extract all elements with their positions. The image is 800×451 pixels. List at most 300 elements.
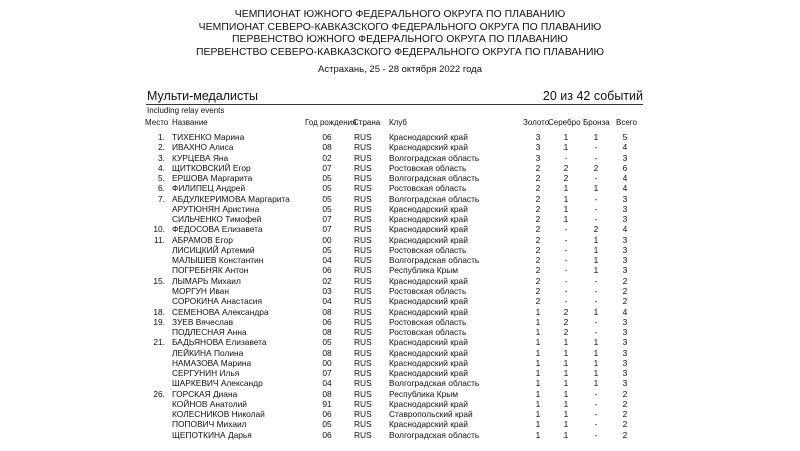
- table-row: [0, 224, 800, 234]
- cell-place: 19.: [153, 316, 165, 327]
- cell-bronze: 1: [593, 265, 599, 276]
- col-name: Название: [172, 118, 208, 127]
- cell-silver: 1: [563, 368, 569, 379]
- cell-place: 6.: [158, 183, 165, 194]
- cell-year: 05: [322, 203, 332, 214]
- cell-place: 26.: [153, 388, 165, 399]
- cell-silver: -: [564, 285, 568, 296]
- cell-name: ЩЕПОТКИНА Дарья: [172, 429, 252, 440]
- cell-gold: 1: [535, 316, 541, 327]
- table-row: [0, 183, 800, 193]
- cell-bronze: -: [594, 214, 598, 225]
- cell-total: 4: [622, 173, 628, 184]
- cell-year: 08: [322, 388, 332, 399]
- table-row: [0, 173, 800, 183]
- cell-place: 11.: [153, 234, 165, 245]
- cell-silver: -: [564, 296, 568, 307]
- cell-year: 04: [322, 296, 332, 307]
- table-row: [0, 307, 800, 317]
- cell-club: Волгоградская область: [389, 173, 480, 184]
- cell-gold: 2: [535, 193, 541, 204]
- cell-club: Волгоградская область: [389, 429, 480, 440]
- col-silver: Серебро: [548, 118, 581, 127]
- cell-total: 2: [622, 419, 628, 430]
- cell-bronze: 1: [593, 234, 599, 245]
- cell-club: Республика Крым: [389, 265, 459, 276]
- cell-club: Краснодарский край: [389, 337, 468, 348]
- cell-country: RUS: [354, 388, 372, 399]
- cell-silver: 1: [563, 214, 569, 225]
- cell-silver: -: [564, 224, 568, 235]
- cell-silver: 1: [563, 193, 569, 204]
- cell-bronze: -: [594, 203, 598, 214]
- cell-year: 05: [322, 193, 332, 204]
- cell-club: Краснодарский край: [389, 398, 468, 409]
- cell-country: RUS: [354, 173, 372, 184]
- cell-name: БАДЬЯНОВА Елизавета: [172, 337, 267, 348]
- cell-country: RUS: [354, 255, 372, 266]
- table-row: [0, 317, 800, 327]
- cell-total: 2: [622, 429, 628, 440]
- cell-total: 2: [622, 275, 628, 286]
- cell-country: RUS: [354, 327, 372, 338]
- cell-name: ЗУЕВ Вячеслав: [172, 316, 234, 327]
- cell-name: ИВАХНО Алиса: [172, 142, 234, 153]
- table-row: [0, 419, 800, 429]
- cell-name: ТИХЕНКО Марина: [172, 132, 245, 142]
- cell-total: 5: [622, 132, 628, 142]
- cell-club: Республика Крым: [389, 388, 459, 399]
- cell-place: 2.: [158, 142, 165, 153]
- cell-country: RUS: [354, 265, 372, 276]
- cell-silver: 1: [563, 132, 569, 142]
- relay-note: Including relay events: [147, 106, 225, 115]
- cell-year: 08: [322, 327, 332, 338]
- cell-place: 1.: [158, 132, 165, 142]
- cell-year: 00: [322, 234, 332, 245]
- cell-name: ПОПОВИЧ Михаил: [172, 419, 247, 430]
- cell-total: 3: [622, 265, 628, 276]
- medalists-table: [0, 132, 800, 440]
- cell-year: 91: [322, 398, 332, 409]
- table-row: [0, 327, 800, 337]
- cell-club: Краснодарский край: [389, 224, 468, 235]
- cell-place: 18.: [153, 306, 165, 317]
- cell-year: 06: [322, 409, 332, 420]
- table-row: [0, 348, 800, 358]
- cell-bronze: -: [594, 142, 598, 153]
- table-row: [0, 286, 800, 296]
- cell-total: 4: [622, 142, 628, 153]
- cell-place: 5.: [158, 173, 165, 184]
- cell-name: МОРГУН Иван: [172, 285, 229, 296]
- cell-club: Краснодарский край: [389, 275, 468, 286]
- cell-year: 08: [322, 306, 332, 317]
- cell-bronze: -: [594, 398, 598, 409]
- col-gold: Золото: [523, 118, 550, 127]
- cell-club: Волгоградская область: [389, 378, 480, 389]
- cell-name: ФЕДОСОВА Елизавета: [172, 224, 263, 235]
- cell-total: 6: [622, 162, 628, 173]
- cell-club: Волгоградская область: [389, 255, 480, 266]
- cell-total: 3: [622, 234, 628, 245]
- cell-country: RUS: [354, 368, 372, 379]
- cell-bronze: -: [594, 193, 598, 204]
- cell-year: 02: [322, 275, 332, 286]
- cell-bronze: 1: [593, 378, 599, 389]
- cell-country: RUS: [354, 132, 372, 142]
- cell-name: ЛИСИЦКИЙ Артемий: [172, 244, 255, 255]
- cell-total: 3: [622, 357, 628, 368]
- cell-year: 05: [322, 244, 332, 255]
- cell-silver: 1: [563, 419, 569, 430]
- cell-year: 07: [322, 214, 332, 225]
- cell-silver: 1: [563, 398, 569, 409]
- cell-total: 3: [622, 244, 628, 255]
- cell-total: 2: [622, 398, 628, 409]
- cell-gold: 3: [535, 152, 541, 163]
- cell-club: Краснодарский край: [389, 419, 468, 430]
- table-row: [0, 245, 800, 255]
- cell-club: Краснодарский край: [389, 214, 468, 225]
- cell-gold: 2: [535, 162, 541, 173]
- place-date: Астрахань, 25 - 28 октября 2022 года: [318, 64, 482, 75]
- cell-gold: 2: [535, 183, 541, 194]
- cell-year: 07: [322, 368, 332, 379]
- table-row: [0, 204, 800, 214]
- cell-country: RUS: [354, 398, 372, 409]
- cell-name: СОРОКИНА Анастасия: [172, 296, 263, 307]
- cell-name: АРУТЮНЯН Аристина: [172, 203, 260, 214]
- cell-club: Краснодарский край: [389, 306, 468, 317]
- cell-silver: -: [564, 275, 568, 286]
- table-row: [0, 368, 800, 378]
- col-country: Страна: [353, 118, 381, 127]
- cell-gold: 1: [535, 398, 541, 409]
- events-count: 20 из 42 событий: [542, 89, 643, 103]
- cell-name: ФИЛИПЕЦ Андрей: [172, 183, 246, 194]
- cell-gold: 1: [535, 378, 541, 389]
- cell-name: КОЙНОВ Анатолий: [172, 398, 247, 409]
- cell-club: Краснодарский край: [389, 203, 468, 214]
- title-line: ПЕРВЕНСТВО СЕВЕРО-КАВКАЗСКОГО ФЕДЕРАЛЬНОГО ОКРУГА ПО ПЛАВАНИЮ: [195, 46, 605, 58]
- cell-country: RUS: [354, 203, 372, 214]
- cell-gold: 2: [535, 275, 541, 286]
- cell-gold: 1: [535, 429, 541, 440]
- cell-country: RUS: [354, 378, 372, 389]
- cell-country: RUS: [354, 316, 372, 327]
- cell-silver: -: [564, 152, 568, 163]
- cell-country: RUS: [354, 419, 372, 430]
- cell-club: Краснодарский край: [389, 347, 468, 358]
- cell-club: Ростовская область: [389, 285, 467, 296]
- cell-country: RUS: [354, 224, 372, 235]
- cell-bronze: -: [594, 316, 598, 327]
- cell-total: 2: [622, 285, 628, 296]
- cell-club: Ростовская область: [389, 162, 467, 173]
- table-row: [0, 132, 800, 142]
- cell-bronze: 1: [593, 255, 599, 266]
- cell-club: Краснодарский край: [389, 142, 468, 153]
- cell-country: RUS: [354, 275, 372, 286]
- cell-bronze: 1: [593, 183, 599, 194]
- table-row: [0, 163, 800, 173]
- cell-silver: 1: [563, 378, 569, 389]
- cell-year: 06: [322, 316, 332, 327]
- cell-silver: 1: [563, 183, 569, 194]
- cell-silver: 2: [563, 306, 569, 317]
- cell-year: 08: [322, 347, 332, 358]
- cell-year: 00: [322, 357, 332, 368]
- cell-country: RUS: [354, 357, 372, 368]
- table-row: [0, 194, 800, 204]
- cell-silver: 1: [563, 337, 569, 348]
- cell-gold: 1: [535, 306, 541, 317]
- cell-club: Ростовская область: [389, 244, 467, 255]
- table-row: [0, 399, 800, 409]
- cell-gold: 2: [535, 265, 541, 276]
- cell-total: 3: [622, 193, 628, 204]
- cell-gold: 3: [535, 142, 541, 153]
- cell-name: ПОДЛЕСНАЯ Анна: [172, 327, 247, 338]
- cell-year: 06: [322, 132, 332, 142]
- table-row: [0, 265, 800, 275]
- table-row: [0, 409, 800, 419]
- cell-silver: 1: [563, 429, 569, 440]
- cell-name: АБДУЛКЕРИМОВА Маргарита: [172, 193, 290, 204]
- table-row: [0, 276, 800, 286]
- cell-total: 2: [622, 296, 628, 307]
- cell-club: Краснодарский край: [389, 234, 468, 245]
- cell-silver: 1: [563, 388, 569, 399]
- cell-country: RUS: [354, 337, 372, 348]
- cell-total: 3: [622, 152, 628, 163]
- col-bronze: Бронза: [583, 118, 610, 127]
- cell-year: 06: [322, 429, 332, 440]
- cell-bronze: -: [594, 409, 598, 420]
- cell-country: RUS: [354, 409, 372, 420]
- cell-bronze: 1: [593, 132, 599, 142]
- cell-country: RUS: [354, 244, 372, 255]
- cell-silver: 1: [563, 357, 569, 368]
- cell-name: МАЛЫШЕВ Константин: [172, 255, 264, 266]
- cell-bronze: -: [594, 388, 598, 399]
- cell-name: КОЛЕСНИКОВ Николай: [172, 409, 265, 420]
- cell-gold: 2: [535, 224, 541, 235]
- cell-year: 04: [322, 378, 332, 389]
- cell-place: 4.: [158, 162, 165, 173]
- cell-year: 05: [322, 337, 332, 348]
- cell-year: 07: [322, 224, 332, 235]
- cell-place: 15.: [153, 275, 165, 286]
- table-row: [0, 214, 800, 224]
- cell-silver: 2: [563, 327, 569, 338]
- cell-year: 07: [322, 162, 332, 173]
- cell-country: RUS: [354, 429, 372, 440]
- divider: [146, 104, 643, 105]
- cell-country: RUS: [354, 142, 372, 153]
- cell-country: RUS: [354, 214, 372, 225]
- col-total: Всего: [616, 118, 637, 127]
- table-row: [0, 358, 800, 368]
- cell-gold: 2: [535, 296, 541, 307]
- cell-silver: 1: [563, 347, 569, 358]
- cell-gold: 2: [535, 244, 541, 255]
- cell-gold: 1: [535, 368, 541, 379]
- cell-bronze: -: [594, 296, 598, 307]
- table-row: [0, 378, 800, 388]
- cell-name: СИЛЬЧЕНКО Тимофей: [172, 214, 262, 225]
- cell-total: 4: [622, 183, 628, 194]
- cell-total: 3: [622, 337, 628, 348]
- cell-bronze: 1: [593, 368, 599, 379]
- cell-place: 21.: [153, 337, 165, 348]
- cell-gold: 1: [535, 419, 541, 430]
- cell-place: 10.: [153, 224, 165, 235]
- cell-name: ШАРКЕВИЧ Александр: [172, 378, 263, 389]
- cell-place: 3.: [158, 152, 165, 163]
- cell-silver: 2: [563, 316, 569, 327]
- cell-club: Краснодарский край: [389, 132, 468, 142]
- table-row: [0, 235, 800, 245]
- cell-bronze: 1: [593, 244, 599, 255]
- cell-total: 3: [622, 368, 628, 379]
- cell-bronze: 1: [593, 306, 599, 317]
- cell-silver: 1: [563, 203, 569, 214]
- cell-gold: 1: [535, 357, 541, 368]
- table-row: [0, 389, 800, 399]
- cell-name: ЛЫМАРЬ Михаил: [172, 275, 241, 286]
- cell-bronze: -: [594, 152, 598, 163]
- cell-silver: 1: [563, 409, 569, 420]
- cell-bronze: -: [594, 285, 598, 296]
- cell-club: Ростовская область: [389, 327, 467, 338]
- cell-total: 4: [622, 306, 628, 317]
- cell-name: ЩИТКОВСКИЙ Егор: [172, 162, 251, 173]
- cell-country: RUS: [354, 162, 372, 173]
- table-row: [0, 255, 800, 265]
- cell-silver: -: [564, 234, 568, 245]
- cell-bronze: 2: [593, 224, 599, 235]
- cell-gold: 1: [535, 337, 541, 348]
- cell-bronze: 2: [593, 162, 599, 173]
- cell-bronze: 1: [593, 337, 599, 348]
- table-row: [0, 153, 800, 163]
- table-row: [0, 142, 800, 152]
- cell-gold: 2: [535, 173, 541, 184]
- cell-club: Волгоградская область: [389, 152, 480, 163]
- cell-silver: 1: [563, 142, 569, 153]
- cell-club: Ростовская область: [389, 183, 467, 194]
- cell-year: 03: [322, 285, 332, 296]
- cell-gold: 1: [535, 409, 541, 420]
- cell-name: КУРЦЕВА Яна: [172, 152, 229, 163]
- cell-year: 02: [322, 152, 332, 163]
- cell-gold: 2: [535, 234, 541, 245]
- cell-bronze: -: [594, 327, 598, 338]
- table-row: [0, 337, 800, 347]
- cell-year: 05: [322, 183, 332, 194]
- cell-gold: 2: [535, 255, 541, 266]
- cell-bronze: -: [594, 173, 598, 184]
- cell-country: RUS: [354, 306, 372, 317]
- cell-gold: 3: [535, 132, 541, 142]
- cell-bronze: -: [594, 419, 598, 430]
- cell-total: 3: [622, 255, 628, 266]
- cell-country: RUS: [354, 234, 372, 245]
- title-line: ЧЕМПИОНАТ СЕВЕРО-КАВКАЗСКОГО ФЕДЕРАЛЬНОГО ОКРУГА ПО ПЛАВАНИЮ: [198, 21, 602, 33]
- cell-total: 2: [622, 388, 628, 399]
- cell-name: АБРАМОВ Егор: [172, 234, 233, 245]
- cell-bronze: -: [594, 275, 598, 286]
- table-row: [0, 430, 800, 440]
- cell-total: 3: [622, 378, 628, 389]
- cell-gold: 1: [535, 327, 541, 338]
- cell-year: 05: [322, 419, 332, 430]
- cell-silver: -: [564, 244, 568, 255]
- cell-gold: 1: [535, 388, 541, 399]
- cell-country: RUS: [354, 152, 372, 163]
- cell-total: 4: [622, 224, 628, 235]
- cell-silver: -: [564, 255, 568, 266]
- championship-titles: [0, 9, 800, 59]
- cell-club: Волгоградская область: [389, 193, 480, 204]
- cell-name: ГОРСКАЯ Диана: [172, 388, 238, 399]
- cell-gold: 2: [535, 285, 541, 296]
- cell-total: 3: [622, 347, 628, 358]
- cell-total: 3: [622, 203, 628, 214]
- cell-gold: 2: [535, 203, 541, 214]
- col-place: Место: [145, 118, 169, 127]
- cell-club: Краснодарский край: [389, 368, 468, 379]
- cell-name: СЕРГУНИН Илья: [172, 368, 240, 379]
- cell-total: 3: [622, 316, 628, 327]
- cell-club: Ростовская область: [389, 316, 467, 327]
- cell-club: Ставропольский край: [389, 409, 473, 420]
- cell-place: 7.: [158, 193, 165, 204]
- cell-gold: 2: [535, 214, 541, 225]
- cell-total: 2: [622, 409, 628, 420]
- title-line: ЧЕМПИОНАТ ЮЖНОГО ФЕДЕРАЛЬНОГО ОКРУГА ПО ПЛАВАНИЮ: [234, 9, 566, 20]
- cell-year: 04: [322, 255, 332, 266]
- cell-bronze: -: [594, 429, 598, 440]
- cell-bronze: 1: [593, 347, 599, 358]
- col-club: Клуб: [389, 118, 407, 127]
- section-title: Мульти-медалисты: [147, 89, 258, 103]
- cell-silver: 2: [563, 173, 569, 184]
- title-line: ПЕРВЕНСТВО ЮЖНОГО ФЕДЕРАЛЬНОГО ОКРУГА ПО ПЛАВАНИЮ: [232, 34, 568, 45]
- cell-country: RUS: [354, 347, 372, 358]
- cell-total: 3: [622, 214, 628, 225]
- cell-country: RUS: [354, 193, 372, 204]
- cell-silver: 2: [563, 162, 569, 173]
- cell-silver: -: [564, 265, 568, 276]
- cell-country: RUS: [354, 296, 372, 307]
- col-year: Год рождения: [305, 118, 357, 127]
- cell-bronze: 1: [593, 357, 599, 368]
- cell-year: 08: [322, 142, 332, 153]
- cell-country: RUS: [354, 183, 372, 194]
- cell-year: 06: [322, 265, 332, 276]
- cell-name: ЕРШОВА Маргарита: [172, 173, 253, 184]
- table-row: [0, 296, 800, 306]
- cell-name: СЕМЕНОВА Александра: [172, 306, 269, 317]
- cell-name: ПОГРЕБНЯК Антон: [172, 265, 249, 276]
- cell-club: Краснодарский край: [389, 357, 468, 368]
- cell-club: Краснодарский край: [389, 296, 468, 307]
- cell-country: RUS: [354, 285, 372, 296]
- cell-year: 05: [322, 173, 332, 184]
